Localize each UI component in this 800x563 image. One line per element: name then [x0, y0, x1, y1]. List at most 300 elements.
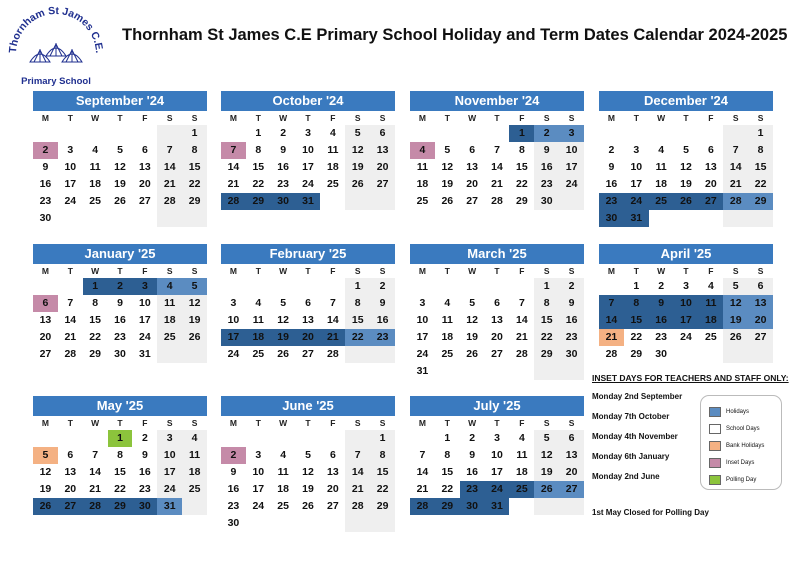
month-calendar — [33, 396, 207, 515]
day-cell: 17 — [630, 178, 643, 190]
day-cell: 28 — [345, 498, 370, 515]
weekday-label: M — [607, 113, 615, 123]
day-cell: 16 — [114, 314, 126, 326]
day-cell: 18 — [416, 178, 429, 190]
day-cell: 3 — [559, 125, 584, 142]
weekday-label: T — [117, 266, 123, 276]
inset-days-title: INSET DAYS FOR TEACHERS AND STAFF ONLY: — [592, 373, 789, 383]
day-cell: 11 — [327, 144, 339, 156]
day-cell: 30 — [227, 517, 240, 529]
day-cell: 16 — [139, 466, 151, 478]
day-cell: 13 — [327, 466, 339, 478]
day-cell: 5 — [117, 144, 123, 156]
empty-cell — [370, 515, 395, 532]
empty-cell — [435, 278, 460, 295]
day-cell: 10 — [227, 314, 240, 326]
day-cell: 29 — [534, 346, 559, 363]
day-cell: 19 — [345, 159, 370, 176]
empty-cell — [221, 278, 246, 295]
inset-day: Monday 7th October — [592, 412, 670, 421]
day-cell: 1 — [345, 278, 370, 295]
day-cell: 12 — [723, 295, 748, 312]
day-cell: 13 — [139, 161, 151, 173]
month-calendar — [33, 91, 207, 227]
day-cell: 6 — [305, 297, 311, 309]
month-calendar — [410, 244, 584, 380]
day-cell: 9 — [608, 161, 615, 173]
day-cell: 11 — [182, 447, 207, 464]
day-cell: 17 — [416, 331, 429, 343]
day-cell: 21 — [320, 329, 345, 346]
day-cell: 22 — [252, 178, 265, 190]
day-cell: 22 — [345, 329, 370, 346]
empty-cell — [345, 193, 370, 210]
day-cell: 24 — [139, 331, 151, 343]
empty-cell — [345, 430, 370, 447]
empty-cell — [83, 430, 108, 447]
empty-cell — [221, 125, 246, 142]
day-cell: 23 — [39, 195, 52, 207]
day-cell: 9 — [280, 144, 287, 156]
day-cell: 22 — [182, 176, 207, 193]
day-cell: 14 — [723, 159, 748, 176]
day-cell: 25 — [277, 500, 289, 512]
day-cell: 9 — [649, 295, 674, 312]
weekday-label: M — [607, 266, 615, 276]
day-cell: 14 — [516, 314, 528, 326]
day-cell: 16 — [649, 312, 674, 329]
day-cell: 15 — [89, 314, 101, 326]
empty-cell — [296, 278, 321, 295]
weekday-label: F — [142, 266, 148, 276]
day-cell: 17 — [139, 314, 151, 326]
day-cell: 24 — [680, 331, 692, 343]
day-cell: 15 — [748, 159, 773, 176]
day-cell: 14 — [327, 314, 339, 326]
empty-cell — [370, 193, 395, 210]
empty-cell — [674, 125, 699, 142]
day-cell: 22 — [370, 481, 395, 498]
weekday-header — [221, 416, 395, 430]
weekday-label: W — [468, 113, 477, 123]
day-cell: 9 — [117, 297, 123, 309]
day-cell: 11 — [441, 314, 453, 326]
day-cell: 7 — [92, 449, 99, 461]
day-cell: 16 — [605, 178, 618, 190]
day-cell: 9 — [534, 142, 559, 159]
weekday-label: F — [330, 418, 336, 428]
day-cell: 28 — [491, 195, 503, 207]
empty-cell — [320, 515, 345, 532]
day-cell: 22 — [630, 331, 643, 343]
day-cell: 26 — [33, 498, 58, 515]
empty-cell — [723, 125, 748, 142]
day-cell: 15 — [252, 161, 265, 173]
weekday-label: W — [91, 113, 100, 123]
day-cell: 17 — [221, 329, 246, 346]
day-cell: 11 — [698, 295, 723, 312]
empty-cell — [108, 210, 133, 227]
day-cell: 19 — [271, 329, 296, 346]
key-swatch — [709, 441, 721, 451]
day-cell: 18 — [516, 466, 528, 478]
month-header: February '25 — [221, 244, 395, 264]
day-cell: 29 — [516, 195, 528, 207]
day-cell: 24 — [559, 176, 584, 193]
day-cell: 19 — [466, 331, 478, 343]
day-cell: 7 — [221, 142, 246, 159]
weekday-label: M — [229, 113, 237, 123]
day-cell: 6 — [370, 125, 395, 142]
day-cell: 4 — [658, 144, 665, 156]
day-cell: 16 — [227, 483, 240, 495]
day-cell: 17 — [252, 483, 265, 495]
inset-day: Monday 4th November — [592, 432, 678, 441]
empty-cell — [132, 125, 157, 142]
day-cell: 27 — [39, 348, 52, 360]
day-cell: 5 — [305, 449, 311, 461]
weekday-label: W — [657, 266, 666, 276]
day-cell: 14 — [89, 466, 101, 478]
day-cell: 2 — [280, 127, 287, 139]
day-cell: 14 — [345, 464, 370, 481]
month-calendar — [599, 91, 773, 227]
weekday-label: S — [568, 266, 575, 276]
day-cell: 18 — [277, 483, 289, 495]
weekday-label: T — [255, 266, 261, 276]
day-cell: 10 — [416, 314, 429, 326]
day-cell: 22 — [748, 176, 773, 193]
weekday-label: T — [494, 113, 500, 123]
day-cell: 12 — [277, 314, 289, 326]
key-label: School Days — [726, 426, 760, 432]
empty-cell — [58, 125, 83, 142]
day-cell: 30 — [599, 210, 624, 227]
day-cell: 15 — [441, 466, 454, 478]
weekday-label: S — [379, 113, 386, 123]
day-cell: 11 — [416, 161, 428, 173]
day-cell: 23 — [114, 331, 126, 343]
weekday-label: M — [229, 418, 237, 428]
day-cell: 19 — [441, 178, 454, 190]
day-cell: 1 — [509, 125, 534, 142]
day-cell: 20 — [327, 483, 339, 495]
empty-cell — [559, 498, 584, 515]
month-header: December '24 — [599, 91, 773, 111]
empty-cell — [58, 278, 83, 295]
day-cell: 7 — [67, 297, 74, 309]
empty-cell — [157, 346, 182, 363]
day-cell: 26 — [723, 329, 748, 346]
key-swatch — [709, 424, 721, 434]
weekday-label: F — [708, 266, 714, 276]
weekday-label: T — [255, 418, 261, 428]
day-cell: 26 — [441, 195, 454, 207]
day-cell: 4 — [157, 278, 182, 295]
day-cell: 2 — [658, 280, 665, 292]
day-cell: 12 — [466, 314, 478, 326]
empty-cell — [599, 125, 624, 142]
day-cell: 14 — [64, 314, 77, 326]
weekday-label: S — [191, 113, 198, 123]
weekday-label: M — [229, 266, 237, 276]
empty-cell — [296, 515, 321, 532]
inset-day: Monday 2nd June — [592, 472, 660, 481]
day-cell: 30 — [655, 348, 667, 360]
day-cell: 23 — [655, 331, 667, 343]
logo-sub-text: Primary School — [21, 76, 91, 87]
empty-cell — [182, 210, 207, 227]
month-header: September '24 — [33, 91, 207, 111]
day-cell: 29 — [108, 498, 133, 515]
inset-day: Monday 2nd September — [592, 392, 683, 401]
day-cell: 3 — [230, 297, 237, 309]
key-label: Polling Day — [726, 477, 757, 483]
day-cell: 18 — [698, 312, 723, 329]
day-cell: 9 — [230, 466, 237, 478]
empty-cell — [33, 125, 58, 142]
day-cell: 24 — [302, 178, 314, 190]
empty-cell — [435, 125, 460, 142]
day-cell: 16 — [370, 312, 395, 329]
key-item-school-days — [709, 424, 760, 434]
day-cell: 1 — [182, 125, 207, 142]
day-cell: 28 — [221, 193, 246, 210]
key-item-bank-holidays — [709, 441, 764, 451]
day-cell: 7 — [494, 144, 500, 156]
day-cell: 9 — [370, 295, 395, 312]
day-cell: 16 — [277, 161, 289, 173]
day-cell: 8 — [624, 295, 649, 312]
day-cell: 22 — [441, 483, 454, 495]
day-cell: 29 — [435, 498, 460, 515]
empty-cell — [559, 193, 584, 210]
weekday-label: W — [279, 266, 288, 276]
empty-cell — [723, 346, 748, 363]
weekday-label: S — [379, 418, 386, 428]
day-cell: 15 — [370, 464, 395, 481]
day-cell: 3 — [633, 144, 640, 156]
month-calendar — [599, 244, 773, 363]
empty-cell — [83, 210, 108, 227]
day-cell: 27 — [466, 195, 478, 207]
key-label: Bank Holidays — [726, 443, 765, 449]
day-cell: 17 — [674, 312, 699, 329]
empty-cell — [33, 278, 58, 295]
weekday-label: S — [166, 418, 173, 428]
day-cell: 12 — [534, 447, 559, 464]
colour-key — [700, 395, 782, 490]
empty-cell — [559, 363, 584, 380]
day-cell: 3 — [157, 430, 182, 447]
day-cell: 8 — [444, 449, 451, 461]
day-cell: 23 — [599, 193, 624, 210]
day-cell: 12 — [302, 466, 314, 478]
day-cell: 4 — [255, 297, 262, 309]
day-cell: 22 — [534, 329, 559, 346]
empty-cell — [157, 210, 182, 227]
day-cell: 8 — [748, 142, 773, 159]
day-cell: 11 — [516, 449, 528, 461]
weekday-label: M — [41, 418, 49, 428]
day-cell: 23 — [559, 329, 584, 346]
day-cell: 1 — [83, 278, 108, 295]
day-grid — [221, 278, 395, 363]
empty-cell — [624, 125, 649, 142]
weekday-label: S — [354, 266, 361, 276]
day-cell: 5 — [280, 297, 287, 309]
empty-cell — [33, 430, 58, 447]
weekday-label: S — [543, 113, 550, 123]
day-cell: 27 — [302, 348, 314, 360]
day-cell: 11 — [277, 466, 289, 478]
day-cell: 10 — [157, 447, 182, 464]
day-cell: 5 — [444, 144, 451, 156]
month-header: October '24 — [221, 91, 395, 111]
day-cell: 2 — [469, 432, 476, 444]
weekday-label: W — [468, 266, 477, 276]
key-item-holidays — [709, 407, 749, 417]
day-cell: 2 — [534, 125, 559, 142]
day-cell: 17 — [302, 161, 314, 173]
weekday-label: T — [633, 266, 639, 276]
empty-cell — [271, 278, 296, 295]
weekday-label: F — [519, 266, 525, 276]
day-cell: 18 — [246, 329, 271, 346]
day-cell: 21 — [491, 178, 503, 190]
empty-cell — [132, 210, 157, 227]
weekday-label: W — [91, 266, 100, 276]
day-cell: 12 — [182, 295, 207, 312]
month-calendar — [33, 244, 207, 363]
day-cell: 28 — [157, 193, 182, 210]
day-cell: 1 — [534, 278, 559, 295]
day-cell: 4 — [518, 432, 525, 444]
weekday-label: T — [67, 266, 73, 276]
day-cell: 8 — [345, 295, 370, 312]
inset-day: Monday 6th January — [592, 452, 670, 461]
day-cell: 14 — [157, 159, 182, 176]
weekday-label: T — [683, 266, 689, 276]
empty-cell — [599, 278, 624, 295]
month-calendar — [221, 244, 395, 363]
day-cell: 12 — [441, 161, 454, 173]
day-cell: 3 — [255, 449, 262, 461]
day-cell: 20 — [491, 331, 503, 343]
day-cell: 10 — [674, 295, 699, 312]
key-item-polling-day — [709, 475, 756, 485]
weekday-label: S — [191, 266, 198, 276]
day-cell: 21 — [723, 176, 748, 193]
day-cell: 20 — [39, 331, 52, 343]
empty-cell — [748, 346, 773, 363]
day-cell: 4 — [329, 127, 336, 139]
day-cell: 1 — [748, 125, 773, 142]
day-cell: 23 — [139, 483, 151, 495]
day-cell: 14 — [491, 161, 503, 173]
day-cell: 4 — [280, 449, 287, 461]
day-cell: 31 — [624, 210, 649, 227]
day-cell: 1 — [370, 430, 395, 447]
month-calendar — [410, 91, 584, 210]
day-cell: 20 — [466, 178, 478, 190]
weekday-label: M — [418, 113, 426, 123]
weekday-label: T — [305, 113, 311, 123]
weekday-label: F — [519, 113, 525, 123]
empty-cell — [509, 498, 534, 515]
weekday-label: F — [519, 418, 525, 428]
day-cell: 2 — [108, 278, 133, 295]
weekday-label: F — [142, 418, 148, 428]
empty-cell — [296, 430, 321, 447]
day-cell: 1 — [108, 430, 133, 447]
day-cell: 5 — [469, 297, 476, 309]
weekday-label: S — [354, 113, 361, 123]
day-cell: 28 — [723, 193, 748, 210]
empty-cell — [509, 363, 534, 380]
day-cell: 8 — [117, 449, 123, 461]
day-cell: 9 — [42, 161, 49, 173]
day-cell: 30 — [132, 498, 157, 515]
empty-cell — [320, 430, 345, 447]
weekday-label: S — [568, 113, 575, 123]
day-cell: 21 — [64, 331, 77, 343]
empty-cell — [698, 210, 723, 227]
empty-cell — [698, 346, 723, 363]
day-cell: 5 — [723, 278, 748, 295]
empty-cell — [509, 278, 534, 295]
empty-cell — [674, 346, 699, 363]
day-cell: 3 — [132, 278, 157, 295]
month-header: June '25 — [221, 396, 395, 416]
day-cell: 22 — [516, 178, 528, 190]
weekday-label: T — [683, 113, 689, 123]
empty-cell — [246, 515, 271, 532]
day-cell: 12 — [114, 161, 126, 173]
day-cell: 4 — [410, 142, 435, 159]
weekday-label: S — [568, 418, 575, 428]
day-grid — [33, 430, 207, 515]
day-grid — [221, 125, 395, 210]
key-swatch — [709, 475, 721, 485]
empty-cell — [649, 210, 674, 227]
day-cell: 18 — [441, 331, 454, 343]
day-cell: 20 — [705, 178, 717, 190]
day-cell: 27 — [139, 195, 151, 207]
day-cell: 5 — [345, 125, 370, 142]
day-cell: 10 — [491, 449, 503, 461]
day-cell: 13 — [705, 161, 717, 173]
empty-cell — [221, 430, 246, 447]
empty-cell — [271, 515, 296, 532]
day-cell: 28 — [605, 348, 618, 360]
weekday-header — [221, 264, 395, 278]
empty-cell — [723, 210, 748, 227]
month-header: November '24 — [410, 91, 584, 111]
day-cell: 27 — [370, 176, 395, 193]
empty-cell — [320, 278, 345, 295]
day-cell: 30 — [460, 498, 485, 515]
day-cell: 24 — [252, 500, 265, 512]
weekday-header — [599, 111, 773, 125]
day-cell: 19 — [680, 178, 692, 190]
day-cell: 30 — [559, 346, 584, 363]
day-cell: 31 — [157, 498, 182, 515]
weekday-label: F — [142, 113, 148, 123]
day-cell: 26 — [302, 500, 314, 512]
weekday-header — [410, 111, 584, 125]
weekday-label: W — [279, 418, 288, 428]
